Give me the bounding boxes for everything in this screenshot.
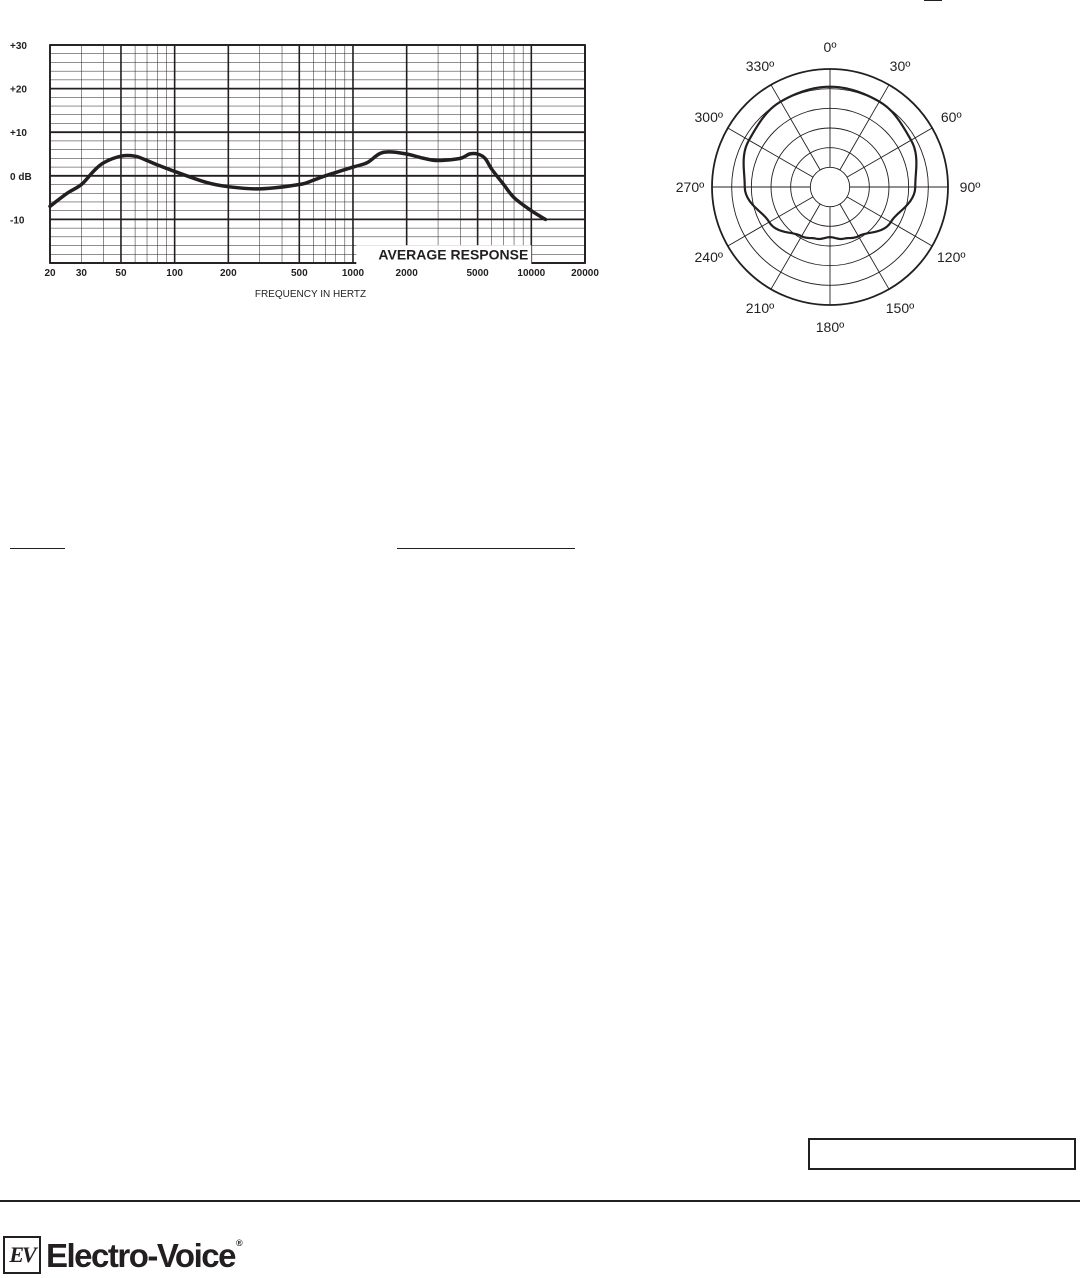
footer-rule <box>0 1200 1080 1202</box>
y-tick-label: +20 <box>10 84 27 96</box>
x-tick-label: 100 <box>166 268 183 279</box>
y-tick-label: -10 <box>10 215 25 227</box>
angle-label: 330º <box>745 57 775 74</box>
angle-label: 300º <box>694 109 723 125</box>
angle-label: 180º <box>815 319 845 335</box>
angle-label: 30º <box>889 57 911 74</box>
x-tick-label: 10000 <box>517 268 546 279</box>
angle-label: 210º <box>745 300 775 317</box>
registered-mark: ® <box>235 1237 242 1248</box>
section-rule-middle <box>397 548 575 549</box>
empty-spec-box <box>808 1138 1076 1170</box>
polar-ring <box>810 167 849 206</box>
polar-pattern-chart <box>655 28 1005 353</box>
x-tick-label: 20 <box>44 268 56 279</box>
angle-label: 270º <box>675 179 705 195</box>
brand-wordmark <box>46 1236 242 1274</box>
chart-title: AVERAGE RESPONSE <box>378 246 529 263</box>
ev-logo-badge: EV <box>3 1236 41 1274</box>
response-curve <box>50 152 545 220</box>
x-tick-label: 50 <box>115 268 127 279</box>
x-tick-label: 2000 <box>395 268 418 279</box>
brand-logo <box>3 1236 241 1274</box>
y-tick-labels <box>10 41 32 226</box>
x-tick-label: 1000 <box>341 268 365 279</box>
top-right-rule <box>924 0 942 1</box>
polar-spokes <box>712 69 948 305</box>
angle-label: 240º <box>694 249 723 265</box>
x-tick-label: 5000 <box>466 268 489 279</box>
x-tick-labels <box>44 268 599 279</box>
x-tick-label: 20000 <box>571 268 599 279</box>
angle-label: 120º <box>937 249 966 265</box>
y-tick-label: +10 <box>10 128 27 140</box>
angle-label: 90º <box>959 179 981 195</box>
y-tick-label: +30 <box>10 41 27 52</box>
x-tick-label: 500 <box>290 268 308 279</box>
frequency-response-chart <box>0 25 610 300</box>
brand-name: Electro-Voice <box>46 1236 235 1274</box>
angle-label: 150º <box>885 300 915 317</box>
y-tick-label: 0 dB <box>10 171 32 183</box>
angle-label: 60º <box>940 109 962 125</box>
section-rule-left <box>10 548 65 549</box>
x-tick-label: 200 <box>219 268 237 279</box>
x-tick-label: 30 <box>75 268 87 279</box>
angle-label: 0º <box>823 39 837 55</box>
x-axis-label: FREQUENCY IN HERTZ <box>254 289 367 300</box>
